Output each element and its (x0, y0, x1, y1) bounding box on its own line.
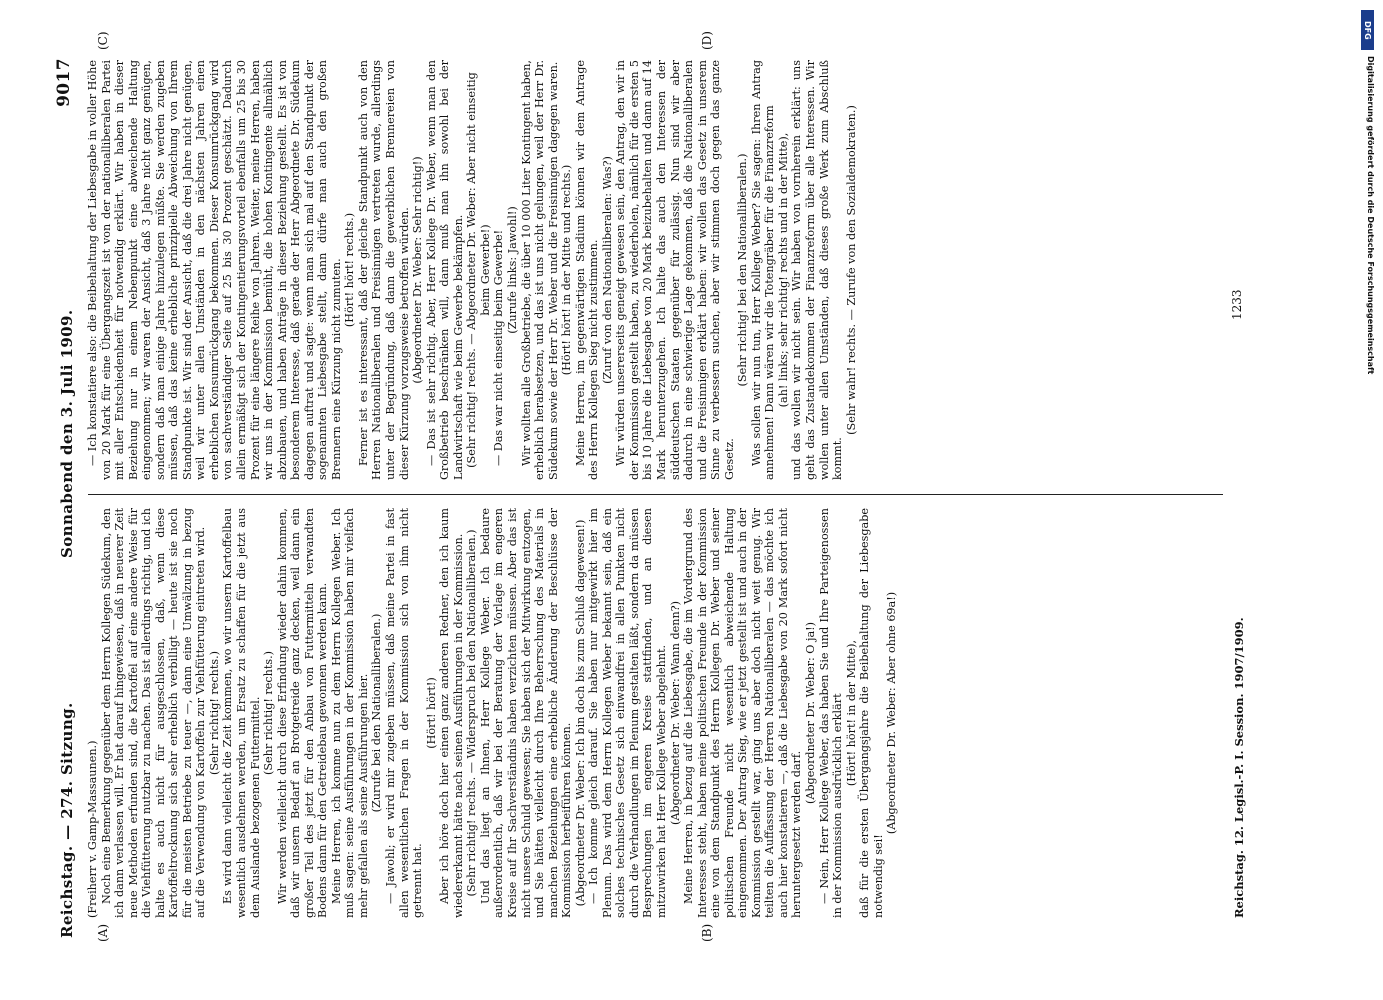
paragraph: Es wird dann vielleicht die Zeit kommen, wo wir unsern Kartoffelbau wesentlich ausdehnen werden, um Ersatz zu schaffen für die jetzt aus dem Auslande bezogenen Futtermittel. (221, 508, 262, 918)
page-header (52, 58, 82, 938)
margin-marker-c: (C) (96, 31, 110, 50)
paragraph: und das wollen wir nicht sein. Wir haben von vornherein erklärt: uns geht das Zustandekommen der Finanzreform über alle Interessen. Wir wollen unter allen Umständen, daß dieses große Werk zum Abschluß kommt. (790, 60, 845, 480)
interjection: (Hört! hört!) (424, 677, 438, 749)
paragraph: Wir werden vielleicht durch diese Erfindung wieder dahin kommen, daß wir unsern Bedarf an Brotgetreide ganz decken, weil dann ein großer Teil des jetzt für den Anbau von Futtermitteln verwandten Bodens dann für den Getreidebau gewonnen werden kann. (275, 508, 330, 918)
interjection: (ah! links; sehr richtig! rechts und in der Mitte), (776, 132, 790, 408)
digitization-note: Digitalisierung gefördert durch die Deutsche Forschungsgemeinschaft (1366, 56, 1375, 375)
paragraph: — Jawohl; er wird mir zugeben müssen, daß meine Partei in fast allen wesentlichen Fragen in der Kommission sich von ihm nicht getrennt hat. (384, 508, 425, 918)
column-divider (88, 494, 1223, 495)
digitization-strip (1359, 10, 1375, 990)
interjection: (Sehr richtig! rechts.) (262, 650, 276, 776)
interjection: (Abgeordneter Dr. Weber: O ja!) (803, 621, 817, 805)
paragraph: daß für die ersten Übergangsjahre die Beibehaltung der Liebesgabe notwendig sei! (858, 508, 885, 918)
page-footer-number: 1233 (1230, 289, 1244, 320)
interjection: (Hört! hört! in der Mitte), (844, 639, 858, 787)
paragraph: Wir wollten alle Großbetriebe, die über 10 000 Liter Kontingent haben, erheblich herabsetzen, und das ist uns nicht gelungen, weil der Herr Dr. Südekum sowie der Herr Dr. Weber und die Freisinnigen dagegen waren. (519, 60, 560, 480)
interjection: (Zurufe bei den Nationalliberalen.) (370, 613, 384, 813)
paragraph: — Das ist sehr richtig. Aber, Herr Kollege Dr. Weber, wenn man den Großbetrieb beschränken will, dann muß man ihn sowohl bei der Landwirtschaft wie beim Gewerbe bekämpfen. (424, 60, 465, 480)
right-column (86, 60, 858, 480)
interjection: (Abgeordneter Dr. Weber: Wann denn?) (668, 600, 682, 826)
interjection: (Hört! hört! rechts.) (343, 212, 357, 328)
interjection: (Zuruf von den Nationalliberalen: Was?) (600, 156, 614, 384)
paragraph: — Ich konstatiere also: die Beibehaltung der Liebesgabe in voller Höhe von 20 Mark für eine Übergangszeit ist von der nationalliberalen Partei mit aller Entschiedenheit für notwendig erklärt. Wir haben in dieser Beziehung nur in einem Nebenpunkt eine abweichende Haltung eingenommen; wir waren der Ansicht, daß 3 Jahre nicht ganz genügen, sondern daß man einige Jahre hinzulegen müßte. Sie werden zugeben müssen, daß das keine erhebliche prinzipielle Abweichung von Ihrem Standpunkte ist. Wir sind der Ansicht, daß die drei Jahre nicht genügen, weil wir unter allen Umständen in den nächsten Jahren einen erheblichen Konsumrückgang bekommen. Dieser Konsumrückgang wird von sachverständiger Seite auf 25 bis 30 Prozent geschätzt. Dadurch allein ermäßigt sich der Kontingentierungsvorteil ebenfalls um 25 bis 30 Prozent für eine längere Reihe von Jahren. Weiter, meine Herren, haben wir uns in der Kommission bemüht, die hohen Kontingente allmählich abzubauen, und haben Anträge in dieser Beziehung gestellt. Es ist von besonderem Interesse, daß gerade der Herr Abgeordnete Dr. Südekum dagegen auftrat und sagte: wenn man sich mal auf den Standpunkt der sogenannten Liebesgabe stellt, dann dürfe man auch den großen Brennern eine Kürzung nicht zumuten. (86, 60, 343, 480)
interjection: (Sehr wahr! rechts. — Zurufe von den Sozialdemokraten.) (844, 105, 858, 435)
page-footer-citation: Reichstag. 12. Legisl.-P. I. Session. 1907/1909. (1232, 617, 1246, 918)
header-date: Sonnabend den 3. Juli 1909. (58, 309, 76, 558)
interjection: (Sehr richtig! rechts. — Widerspruch bei den Nationalliberalen.) (465, 529, 479, 897)
paragraph: Meine Herren, im gegenwärtigen Stadium können wir dem Antrage des Herrn Kollegen Sieg nicht zustimmen. (573, 60, 601, 480)
paragraph: — Ich komme gleich darauf. Sie haben nur mitgewirkt hier im Plenum. Das wird dem Herrn Kollegen Weber bekannt sein, daß ein solches technisches Gesetz sich einwandfrei in allen Punkten nicht durch die Verhandlungen im Plenum gestalten läßt, sondern da müssen Besprechungen im engeren Kreise stattfinden, und an diesen mitzuwirken hat Herr Kollege Weber abgelehnt. (587, 508, 668, 918)
paragraph: (Freiherr v. Gamp-Massaunen.) (86, 740, 99, 918)
paragraph: — Nein, Herr Kollege Weber, das haben Sie und Ihre Parteigenossen in der Kommission ausdrücklich erklärt (817, 508, 845, 918)
interjection: (Sehr richtig! rechts. — Abgeordneter Dr. Weber: Aber nicht einseitig beim Gewerbe!) (465, 72, 492, 468)
paragraph: Noch eine Bemerkung gegenüber dem Herrn Kollegen Südekum, den ich dann verlassen will. Er hat darauf hingewiesen, daß in neuerer Zeit neue Methoden erfunden sind, die Kartoffel auf eine andere Weise für die Viehfütterung nutzbar zu machen. Das ist allerdings richtig, und ich halte es auch nicht für ausgeschlossen, daß, wenn diese Kartoffeltrocknung sich sehr erheblich verbilligt — heute ist sie noch für die meisten Betriebe zu teuer —, dann eine Umwälzung in bezug auf die Verwendung von Kartoffeln zur Viehfütterung eintreten wird. (99, 508, 208, 918)
paragraph: Ferner ist es interessant, daß der gleiche Standpunkt auch von den Herren Nationalliberalen und Freisinnigen vertreten wurde, allerdings unter der Begründung, daß dann die gewerblichen Brennereien von dieser Kürzung vorzugsweise betroffen würden. (356, 60, 411, 480)
paragraph: — Das war nicht einseitig beim Gewerbe! (492, 229, 506, 466)
paragraph: Meine Herren, ich komme nun zu dem Herrn Kollegen Weber. Ich muß sagen: seine Ausführungen in der Kommission haben mir vielfach mehr gefallen als seine Ausführungen hier. (329, 508, 370, 918)
header-page-number: 9017 (54, 58, 74, 107)
dfg-logo: DFG (1361, 10, 1374, 50)
interjection: (Sehr richtig! rechts.) (207, 650, 221, 776)
interjection: (Zurufe links: Jawohl!) (505, 206, 519, 334)
paragraph: Meine Herren, in bezug auf die Liebesgabe, die im Vordergrund des Interesses steht, haben meine politischen Freunde in der Kommission eine von dem Standpunkt des Herrn Kollegen Dr. Weber und seiner politischen Freunde nicht wesentlich abweichende Haltung eingenommen. Der Antrag Sieg, wie er jetzt gestellt ist und auch in der Kommission gestellt war, ging uns aber doch nicht weit genug. Wir teilten die Auffassung der Herren Nationalliberalen — das möchte ich auch hier konstatieren —, daß die Liebesgabe von 20 Mark sofort nicht heruntergesetzt werden darf. (682, 508, 804, 918)
interjection: (Abgeordneter Dr. Weber: Sehr richtig!) (411, 156, 425, 384)
interjection: (Abgeordneter Dr. Weber: Ich bin doch bis zum Schluß dagewesen!) (573, 519, 587, 907)
paragraph: Aber ich höre doch hier einen ganz anderen Redner, den ich kaum wiedererkannt hätte nach seinen Ausführungen in der Kommission. (438, 508, 465, 918)
interjection: (Sehr richtig! bei den Nationalliberalen.) (736, 153, 750, 387)
paragraph: Wir würden unsererseits geneigt gewesen sein, den Antrag, den wir in der Kommission gestellt haben, zu wiederholen, nämlich für die ersten 5 bis 10 Jahre die Liebesgabe von 20 Mark beizubehalten und dann auf 14 Mark herunterzugehen. Ich halte das auch den Interessen der süddeutschen Staaten gegenüber für zulässig. Nun sind wir aber dadurch in eine schwierige Lage gekommen, daß die Nationalliberalen und die Freisinnigen erklärt haben: wir wollen das Gesetz in unserem Sinne zu verbessern suchen, aber wir stimmen doch gegen das ganze Gesetz. (614, 60, 736, 480)
margin-marker-b: (B) (700, 923, 714, 942)
margin-marker-d: (D) (700, 31, 714, 50)
margin-marker-a: (A) (96, 923, 110, 942)
left-column (86, 508, 899, 918)
header-session: Reichstag. — 274. Sitzung. (58, 702, 76, 938)
paragraph: Und das liegt an Ihnen, Herr Kollege Weber. Ich bedaure außerordentlich, daß wir bei der Beratung der Vorlage im engeren Kreise auf Ihr Sachverständnis haben verzichten müssen. Aber das ist nicht unsere Schuld gewesen; Sie haben sich der Mitwirkung entzogen, und Sie hätten vielleicht durch Ihre Beherrschung des Materials in manchen Beziehungen eine erhebliche Änderung der Beschlüsse der Kommission herbeiführen können. (478, 508, 574, 918)
paragraph: Was sollen wir nun tun, Herr Kollege Weber? Sie sagen: Ihren Antrag annehmen! Dann wären wir die Totengräber für die Finanzreform (749, 60, 777, 480)
interjection: (Hört! hört! in der Mitte und rechts.) (560, 164, 574, 376)
interjection: (Abgeordneter Dr. Weber: Aber ohne 69a!) (885, 591, 899, 835)
